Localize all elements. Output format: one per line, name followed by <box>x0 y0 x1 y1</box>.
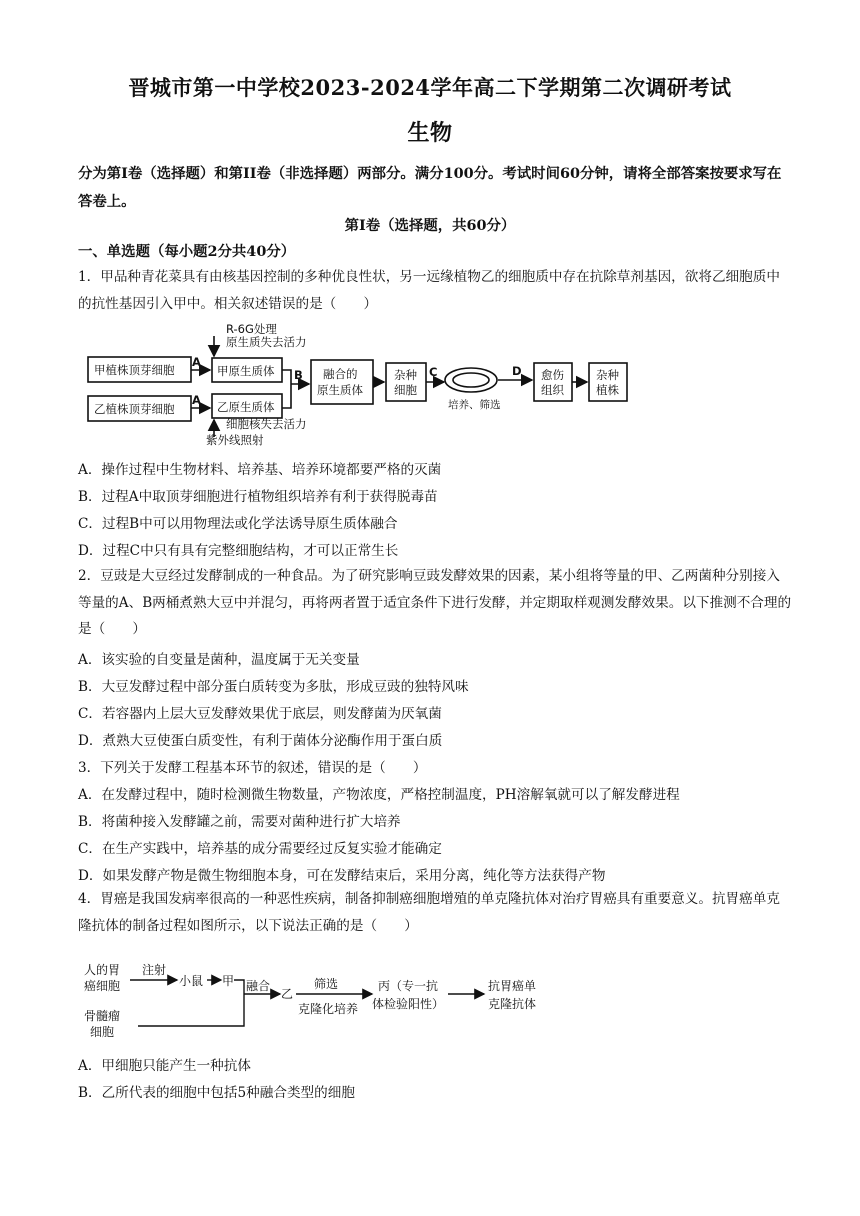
exam-title: 晋城市第一中学校2023-2024学年高二下学期第二次调研考试 <box>128 75 732 100</box>
step-a-label-top: A <box>192 355 201 369</box>
protoplast-b-label: 乙原生质体 <box>217 400 275 414</box>
protoplast-a-label: 甲原生质体 <box>217 364 275 378</box>
fuse-label: 融合 <box>246 979 271 993</box>
question-1-stem: 1．甲品种青花菜具有由核基因控制的多种优良性状，另一远缘植物乙的细胞质中存在抗除草剂基因，欲将乙细胞质中的抗性基因引入甲中。相关叙述错误的是（ ） <box>78 269 780 312</box>
question-1-option-b: B．过程A中取顶芽细胞进行植物组织培养有利于获得脱毒苗 <box>78 489 438 505</box>
plant-label-1: 杂种 <box>596 368 619 382</box>
cell-jia-label: 甲 <box>222 974 235 988</box>
cytoplasm-lost-label: 原生质失去活力 <box>226 335 307 349</box>
gastric-cancer-label-1: 人的胃 <box>84 963 121 977</box>
monoclonal-antibody-diagram <box>84 958 554 1042</box>
step-d-label: D <box>512 364 522 378</box>
donor-b-label: 乙植株顶芽细胞 <box>94 402 175 416</box>
callus-label-1: 愈伤 <box>541 368 564 382</box>
nucleus-lost-label: 细胞核失去活力 <box>226 417 307 431</box>
part-heading: 一、单选题（每小题2分共40分） <box>78 243 296 260</box>
antibody-label-1: 抗胃癌单 <box>488 979 537 993</box>
question-2-option-a: A．该实验的自变量是菌种，温度属于无关变量 <box>78 652 360 668</box>
cell-bing-label-1: 丙（专一抗 <box>378 979 439 993</box>
clone-culture-label: 克隆化培养 <box>298 1002 359 1016</box>
question-1-option-c: C．过程B中可以用物理法或化学法诱导原生质体融合 <box>78 516 398 532</box>
antibody-label-2: 克隆抗体 <box>488 997 537 1011</box>
question-1-option-d: D．过程C中只有具有完整细胞结构，才可以正常生长 <box>78 543 399 559</box>
donor-a-label: 甲植株顶芽细胞 <box>94 363 175 377</box>
section-title: 第I卷（选择题，共60分） <box>344 217 516 234</box>
question-3-option-b: B．将菌种接入发酵罐之前，需要对菌种进行扩大培养 <box>78 814 401 830</box>
myeloma-label-1: 骨髓瘤 <box>84 1009 121 1023</box>
fused-label-2: 原生质体 <box>317 383 363 397</box>
question-2-option-b: B．大豆发酵过程中部分蛋白质转变为多肽，形成豆豉的独特风味 <box>78 679 469 695</box>
myeloma-label-2: 细胞 <box>90 1025 115 1039</box>
step-b-label: B <box>294 368 303 382</box>
question-3-option-d: D．如果发酵产物是微生物细胞本身，可在发酵结束后，采用分离，纯化等方法获得产物 <box>78 868 606 884</box>
cell-yi-label: 乙 <box>281 987 294 1001</box>
step-c-label: C <box>429 365 438 379</box>
question-2-option-c: C．若容器内上层大豆发酵效果优于底层，则发酵菌为厌氧菌 <box>78 706 442 722</box>
cell-bing-label-2: 体检验阳性） <box>372 997 445 1011</box>
plant-label-2: 植株 <box>596 383 619 397</box>
question-4-option-a: A．甲细胞只能产生一种抗体 <box>78 1058 251 1074</box>
question-2-stem: 2．豆豉是大豆经过发酵制成的一种食品。为了研究影响豆豉发酵效果的因素，某小组将等量的甲、乙两菌种分别接入等量的A、B两桶煮熟大豆中并混匀，再将两者置于适宜条件下进行发酵，并定期取样观测发酵效果。以下推测不合理的是（ ） <box>78 568 792 637</box>
step-a-label-bottom: A <box>192 393 201 407</box>
somatic-hybridization-diagram <box>86 322 631 448</box>
question-1-option-a: A．操作过程中生物材料、培养基、培养环境都要严格的灭菌 <box>78 462 442 478</box>
callus-label-2: 组织 <box>541 383 564 397</box>
mouse-label: 小鼠 <box>179 974 204 988</box>
question-4-option-b: B．乙所代表的细胞中包括5种融合类型的细胞 <box>78 1085 355 1101</box>
hybrid-label-2: 细胞 <box>394 383 417 397</box>
inject-label: 注射 <box>142 963 167 977</box>
question-2-option-d: D．煮熟大豆使蛋白质变性，有利于菌体分泌酶作用于蛋白质 <box>78 733 443 749</box>
question-3-option-c: C．在生产实践中，培养基的成分需要经过反复实验才能确定 <box>78 841 442 857</box>
fused-label-1: 融合的 <box>323 367 358 381</box>
question-3-stem: 3．下列关于发酵工程基本环节的叙述，错误的是（ ） <box>78 760 427 776</box>
culture-screen-label: 培养、筛选 <box>448 399 501 411</box>
hybrid-label-1: 杂种 <box>394 368 417 382</box>
question-3-option-a: A．在发酵过程中，随时检测微生物数量，产物浓度，严格控制温度，PH溶解氧就可以了解发酵进程 <box>78 787 680 803</box>
exam-instructions: 分为第I卷（选择题）和第II卷（非选择题）两部分。满分100分。考试时间60分钟，请将全部答案按要求写在答卷上。 <box>78 165 782 210</box>
uv-label: 紫外线照射 <box>206 433 264 447</box>
r6g-label: R-6G处理 <box>226 322 277 336</box>
subject-title: 生物 <box>407 120 453 146</box>
question-4-stem: 4．胃癌是我国发病率很高的一种恶性疾病，制备抑制癌细胞增殖的单克隆抗体对治疗胃癌具有重要意义。抗胃癌单克隆抗体的制备过程如图所示，以下说法正确的是（ ） <box>78 891 780 934</box>
gastric-cancer-label-2: 癌细胞 <box>84 979 121 993</box>
screen-label: 筛选 <box>314 977 339 991</box>
